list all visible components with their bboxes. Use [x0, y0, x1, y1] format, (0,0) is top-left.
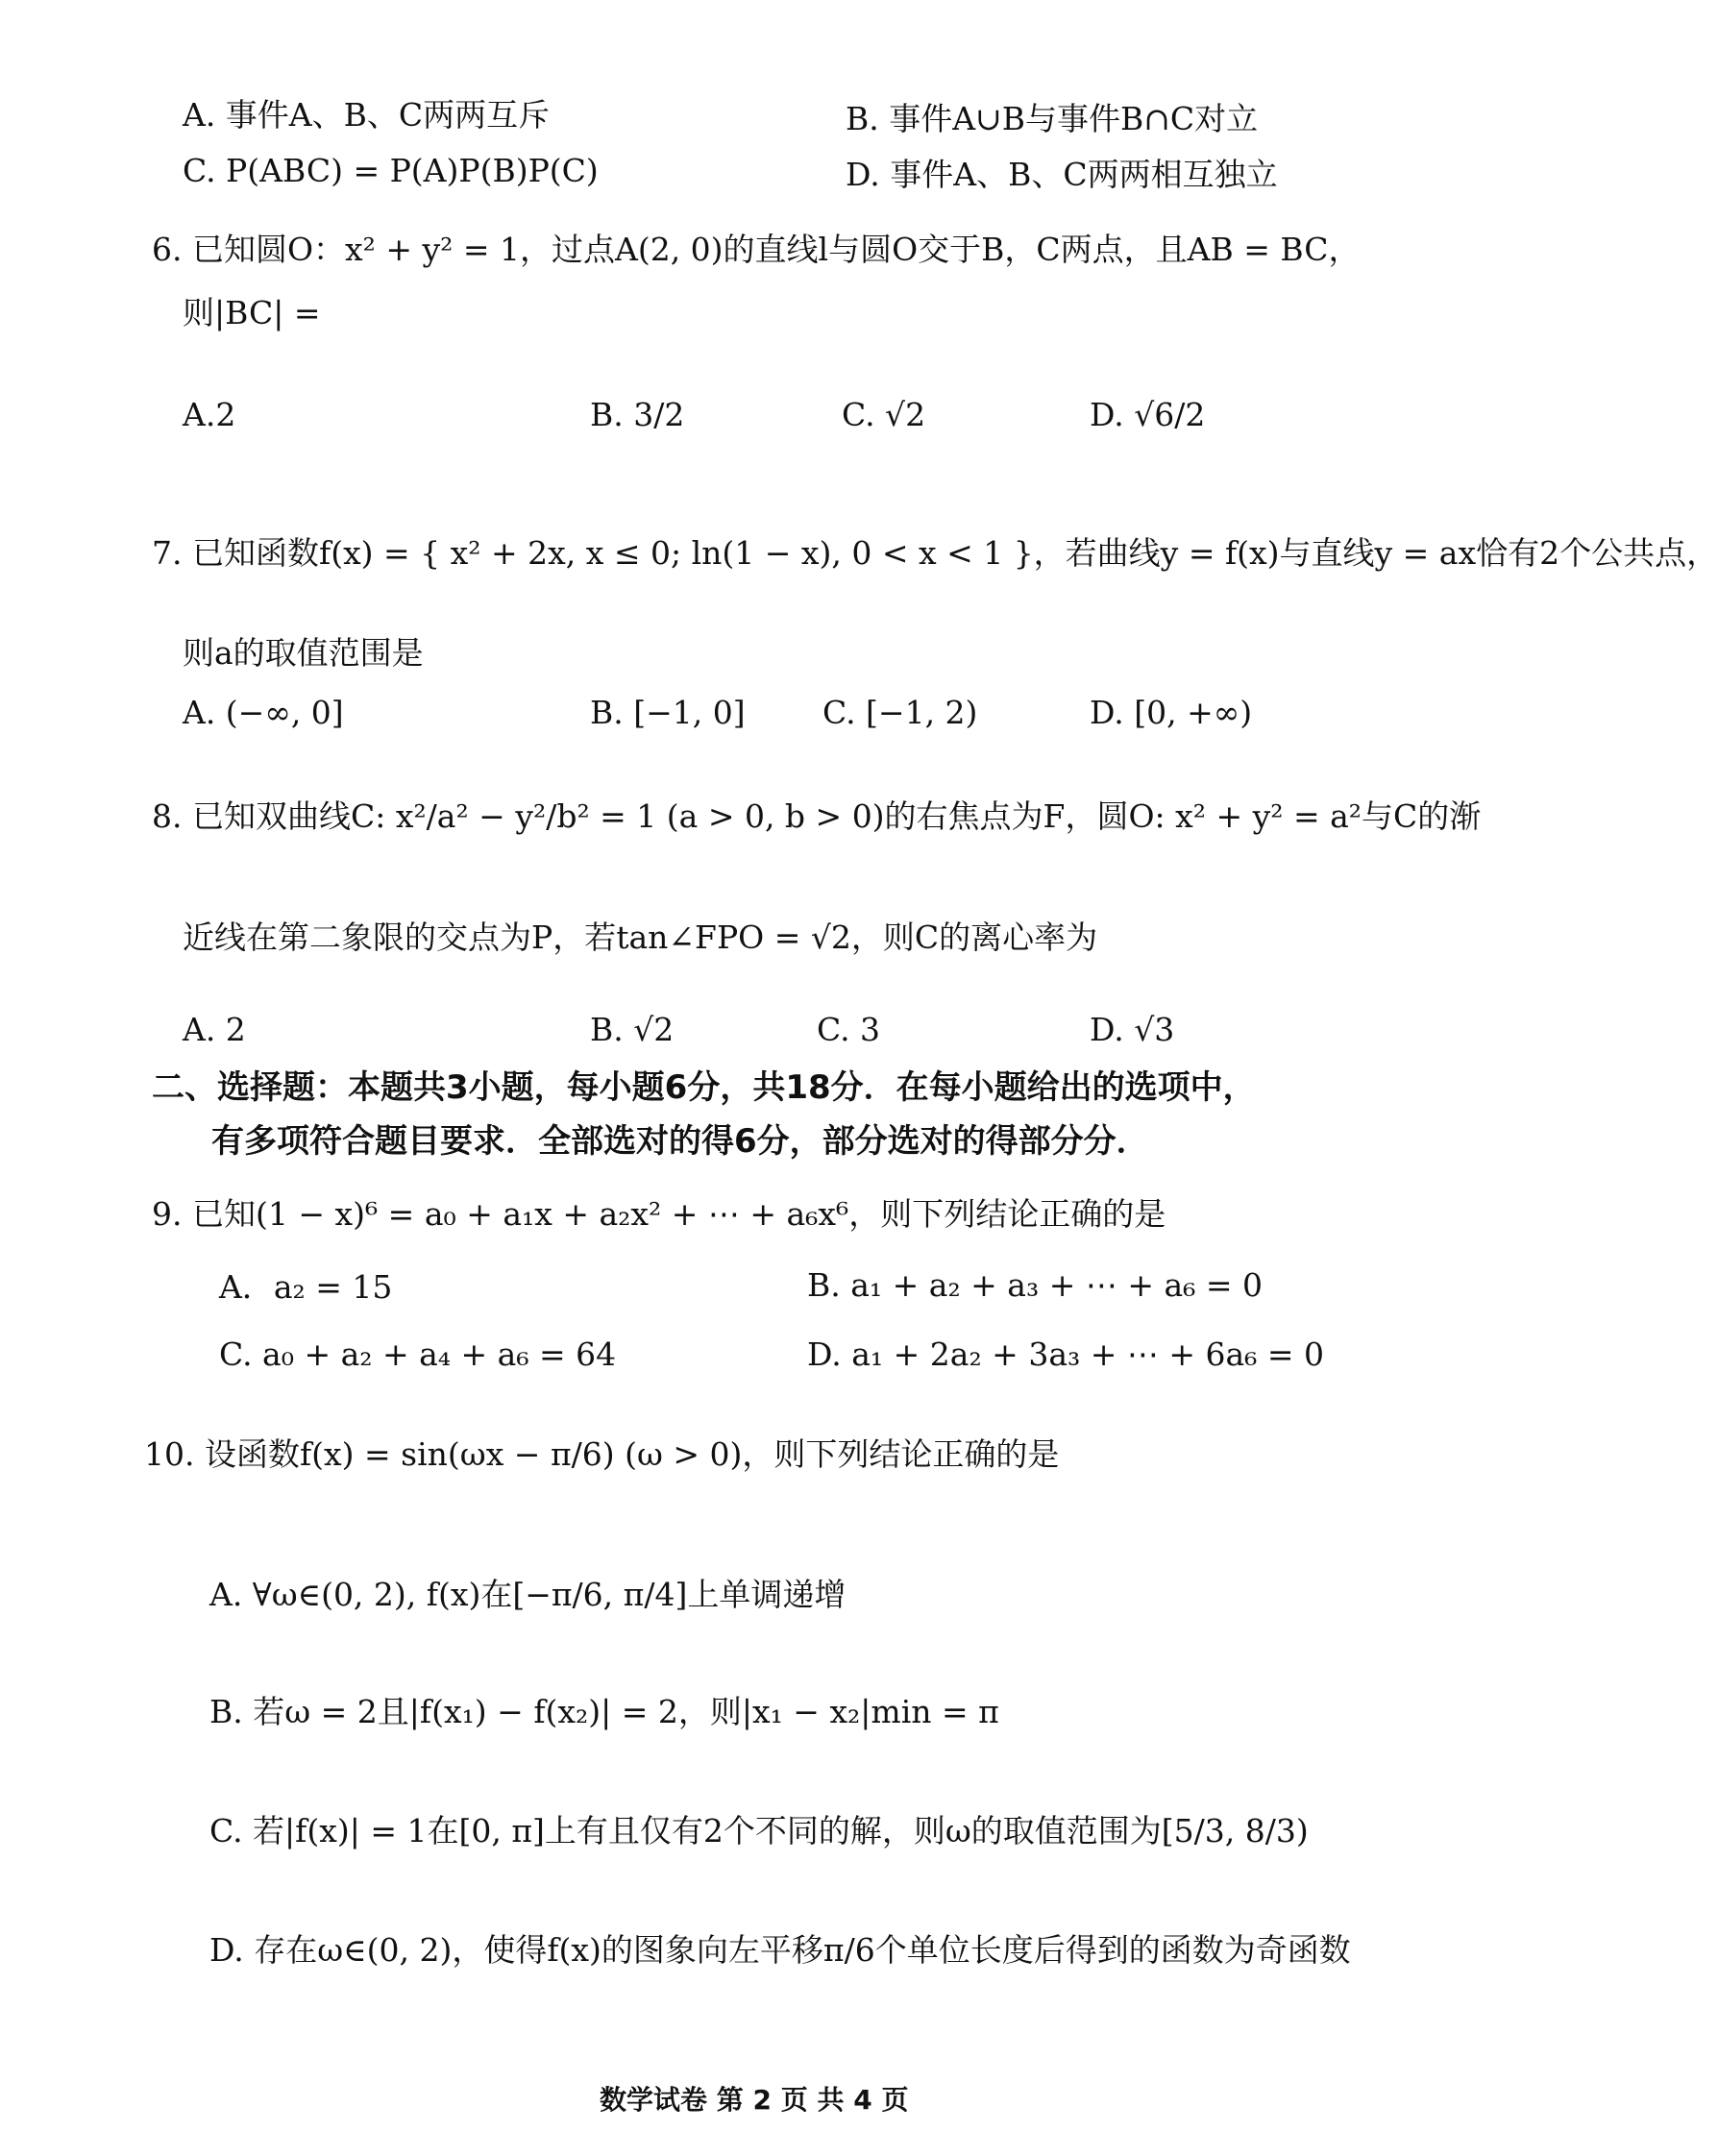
- q9-option-b: B. a₁ + a₂ + a₃ + ⋯ + a₆ = 0: [807, 1266, 1263, 1304]
- q8-option-a: A. 2: [183, 1011, 246, 1048]
- page-footer: 数学试卷 第 2 页 共 4 页: [600, 2084, 909, 2116]
- q9-stem: 9. 已知(1 − x)⁶ = a₀ + a₁x + a₂x² + ⋯ + a₆x⁶，则下列结论正确的是: [152, 1195, 1166, 1233]
- q7-stem-line2: 则a的取值范围是: [183, 634, 424, 672]
- q10-option-d: D. 存在ω∈(0, 2)，使得f(x)的图象向左平移π/6个单位长度后得到的函数为奇函数: [209, 1931, 1351, 1969]
- q7-option-d: D. [0, +∞): [1090, 694, 1253, 731]
- q10-option-b: B. 若ω = 2且|f(x₁) − f(x₂)| = 2，则|x₁ − x₂|min = π: [209, 1693, 999, 1730]
- q7-option-a: A. (−∞, 0]: [183, 694, 344, 731]
- q7-option-c: C. [−1, 2): [822, 694, 978, 731]
- q10-option-a: A. ∀ω∈(0, 2), f(x)在[−π/6, π/4]上单调递增: [209, 1576, 847, 1613]
- q6-option-a: A.2: [183, 396, 236, 433]
- q8-stem-line1: 8. 已知双曲线C: x²/a² − y²/b² = 1 (a > 0, b > 0)的右焦点为F，圆O: x² + y² = a²与C的渐: [152, 797, 1482, 835]
- q6-stem-line2: 则|BC| =: [183, 294, 321, 331]
- q9-option-a: A．a₂ = 15: [219, 1268, 393, 1306]
- q6-option-d: D. √6/2: [1090, 396, 1206, 433]
- q8-option-b: B. √2: [590, 1011, 675, 1048]
- q8-stem-line2: 近线在第二象限的交点为P，若tan∠FPO = √2，则C的离心率为: [183, 919, 1098, 956]
- q10-stem: 10. 设函数f(x) = sin(ωx − π/6) (ω > 0)，则下列结论正确的是: [144, 1435, 1060, 1473]
- section-2-heading-line2: 有多项符合题目要求．全部选对的得6分，部分选对的得部分分．: [211, 1122, 1149, 1161]
- q7-option-b: B. [−1, 0]: [590, 694, 746, 731]
- q5-option-a: A. 事件A、B、C两两互斥: [183, 96, 551, 134]
- q8-option-c: C. 3: [817, 1011, 881, 1048]
- q7-stem-line1: 7. 已知函数f(x) = { x² + 2x, x ≤ 0; ln(1 − x), 0 < x < 1 }，若曲线y = f(x)与直线y = ax恰有2个公共点，: [152, 534, 1718, 572]
- q5-option-d: D. 事件A、B、C两两相互独立: [846, 156, 1278, 193]
- q6-stem-line1: 6. 已知圆O：x² + y² = 1，过点A(2, 0)的直线l与圆O交于B，C两点，且AB = BC，: [152, 231, 1361, 268]
- q9-option-c: C. a₀ + a₂ + a₄ + a₆ = 64: [219, 1335, 617, 1373]
- section-2-heading-line1: 二、选择题：本题共3小题，每小题6分，共18分．在每小题给出的选项中，: [152, 1068, 1256, 1107]
- q9-option-d: D. a₁ + 2a₂ + 3a₃ + ⋯ + 6a₆ = 0: [807, 1335, 1325, 1373]
- q10-option-c: C. 若|f(x)| = 1在[0, π]上有且仅有2个不同的解，则ω的取值范围为[5/3, 8/3): [209, 1812, 1309, 1850]
- q6-option-c: C. √2: [842, 396, 926, 433]
- q6-option-b: B. 3/2: [590, 396, 685, 433]
- q8-option-d: D. √3: [1090, 1011, 1175, 1048]
- q5-option-b: B. 事件A∪B与事件B∩C对立: [846, 100, 1259, 137]
- q5-option-c: C. P(ABC) = P(A)P(B)P(C): [183, 152, 599, 189]
